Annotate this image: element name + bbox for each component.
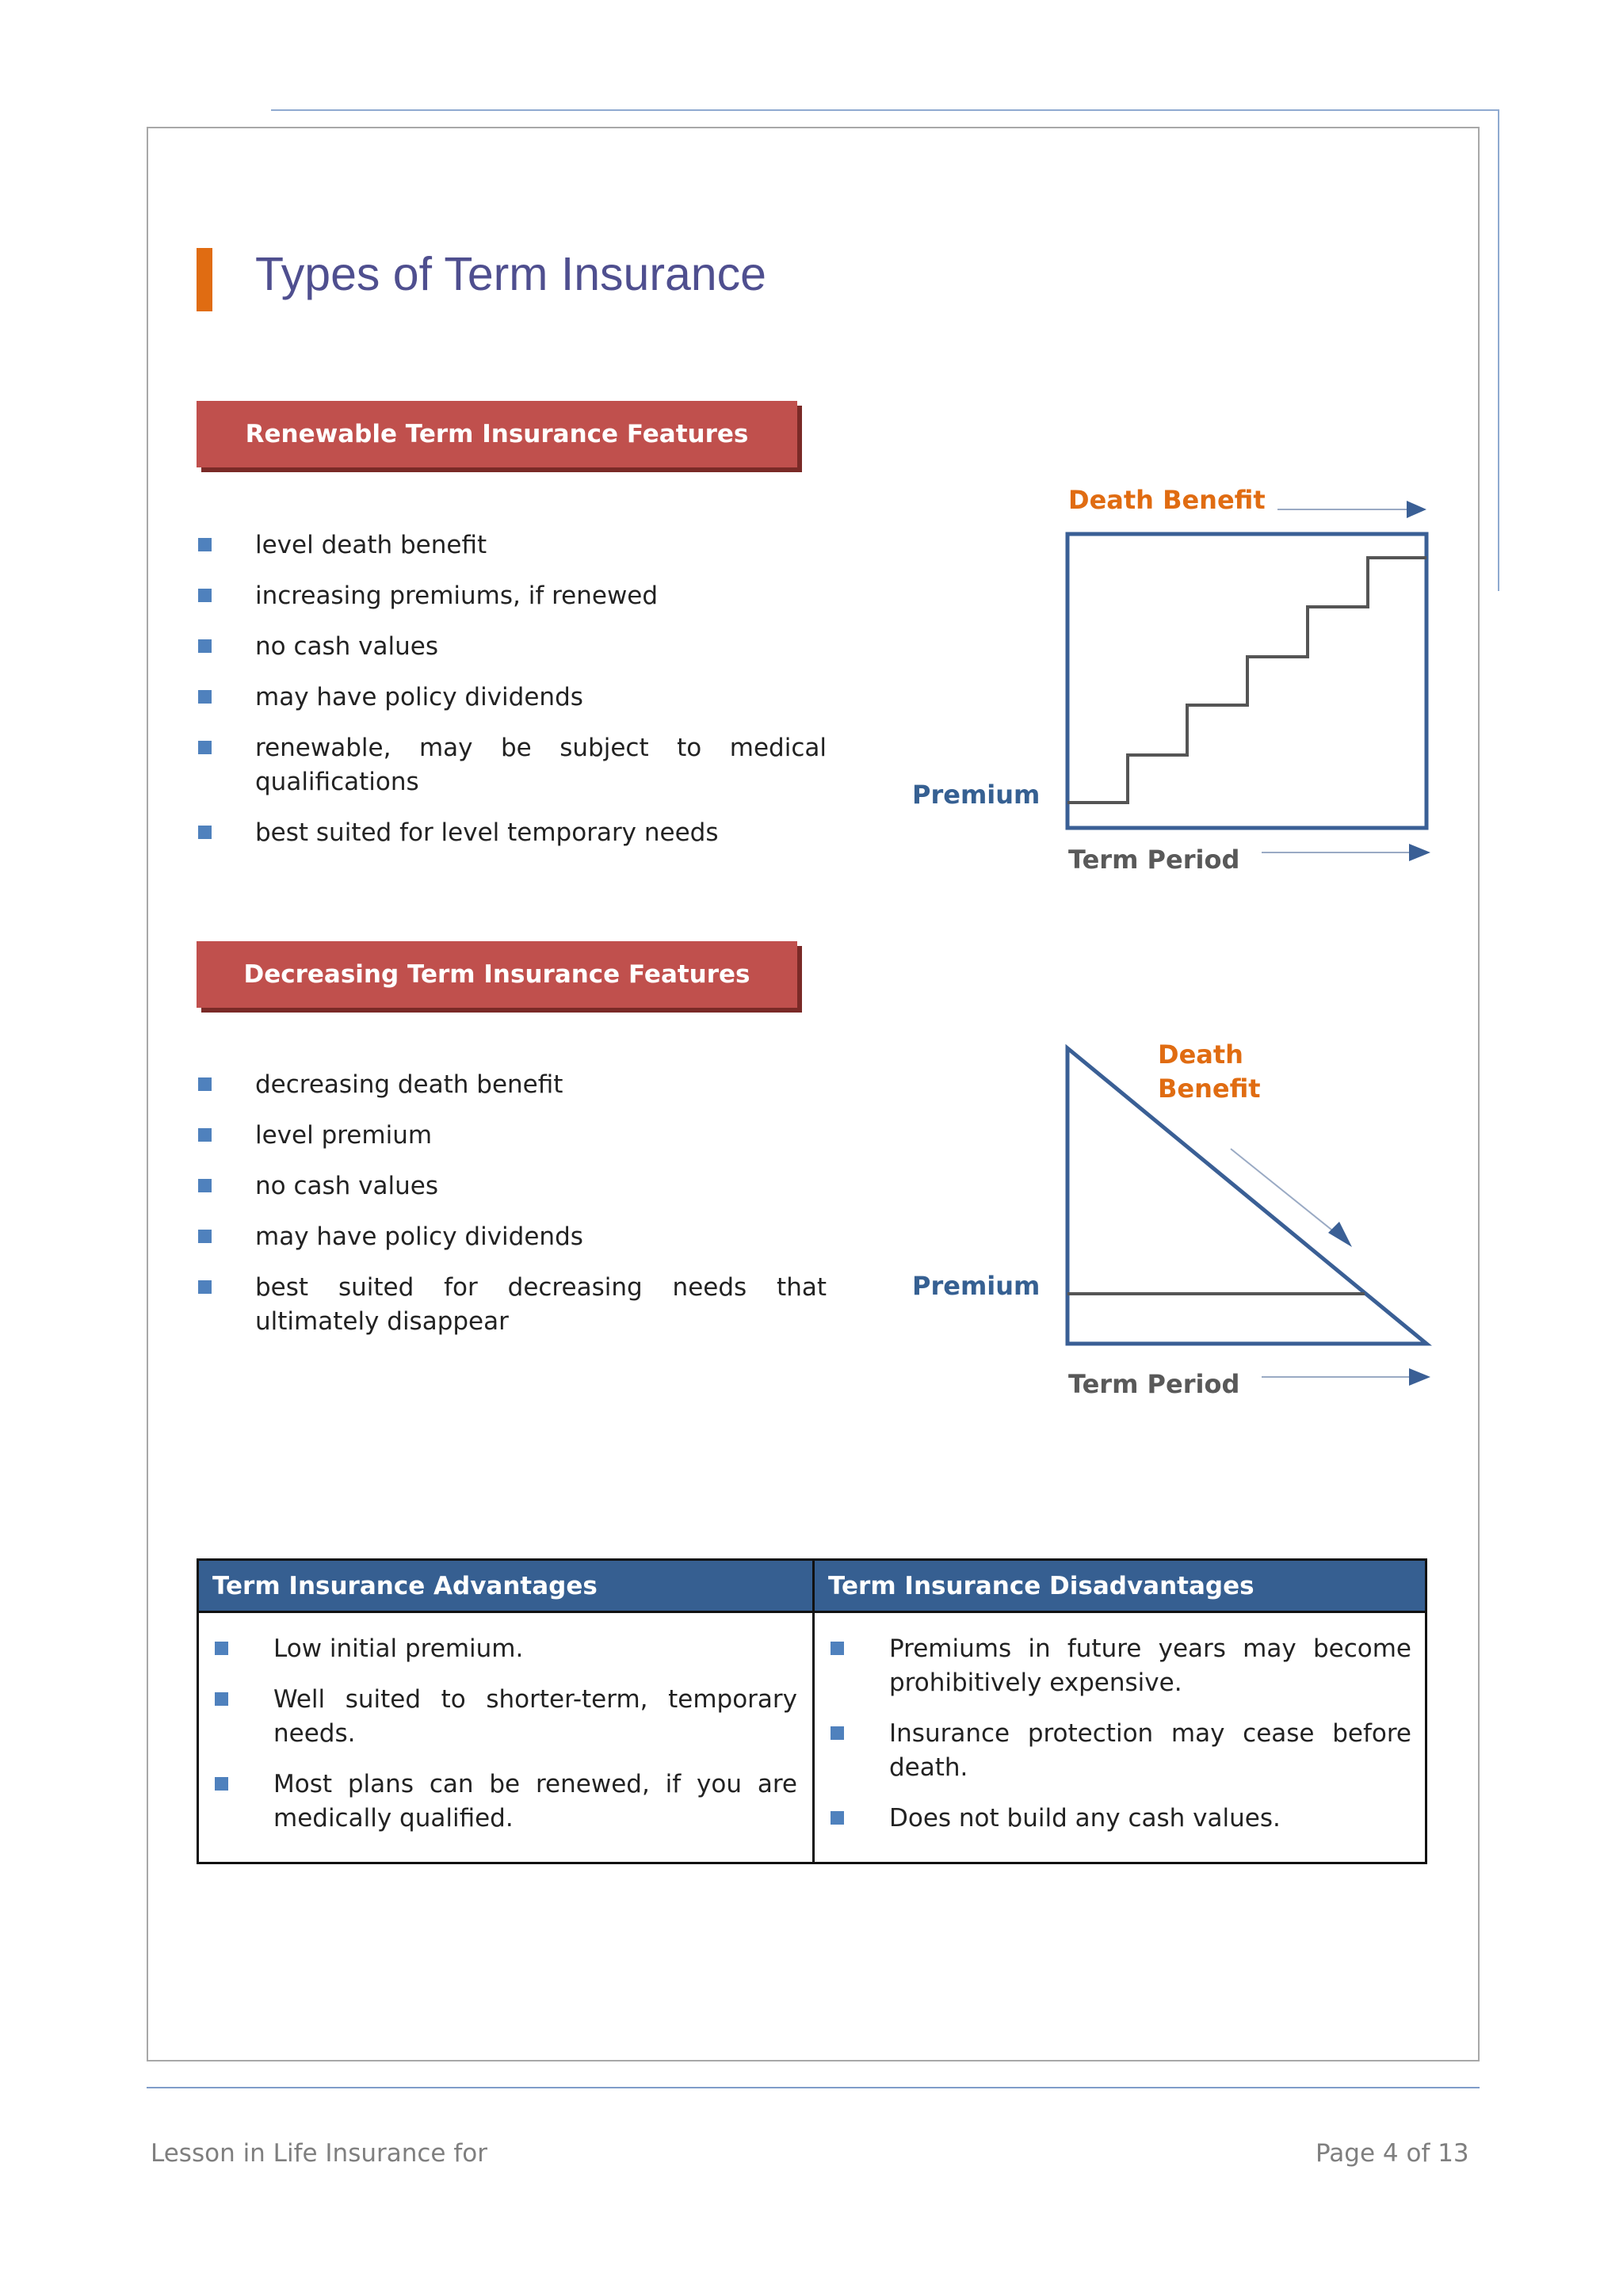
advantages-header: Term Insurance Advantages bbox=[199, 1561, 812, 1611]
list-item: best suited for level temporary needs bbox=[197, 816, 827, 850]
list-item: Insurance protection may cease before death. bbox=[831, 1717, 1411, 1785]
death-benefit-label: Death Benefit bbox=[1068, 485, 1266, 515]
bullet-square-icon bbox=[831, 1811, 844, 1825]
term-period-arrowhead-icon bbox=[1409, 844, 1430, 861]
term-period-arrowhead-icon bbox=[1409, 1368, 1430, 1386]
bullet-square-icon bbox=[198, 589, 212, 602]
renewable-section-heading: Renewable Term Insurance Features bbox=[197, 401, 797, 467]
premium-label: Premium bbox=[912, 780, 1041, 810]
page-title: Types of Term Insurance bbox=[255, 248, 766, 300]
advantages-disadvantages-table bbox=[197, 1558, 1427, 1864]
bullet-square-icon bbox=[215, 1642, 228, 1655]
list-item: Does not build any cash values. bbox=[831, 1802, 1411, 1836]
title-accent-bar bbox=[197, 248, 212, 311]
bullet-square-icon bbox=[198, 741, 212, 754]
list-item: no cash values bbox=[197, 630, 827, 664]
list-item: may have policy dividends bbox=[197, 681, 827, 715]
list-item: decreasing death benefit bbox=[197, 1068, 827, 1102]
term-period-label: Term Period bbox=[1068, 1369, 1240, 1399]
death-label: Death bbox=[1158, 1039, 1243, 1070]
bullet-square-icon bbox=[198, 1230, 212, 1243]
table-column-divider bbox=[812, 1561, 815, 1862]
advantages-list bbox=[215, 1632, 797, 1852]
list-item: level death benefit bbox=[197, 528, 827, 563]
list-item: level premium bbox=[197, 1119, 827, 1153]
bullet-square-icon bbox=[198, 1128, 212, 1142]
list-item: Well suited to shorter-term, temporary needs. bbox=[215, 1683, 797, 1751]
list-item: may have policy dividends bbox=[197, 1220, 827, 1254]
bullet-square-icon bbox=[215, 1692, 228, 1706]
bullet-square-icon bbox=[831, 1726, 844, 1740]
bullet-square-icon bbox=[198, 538, 212, 551]
list-item: Most plans can be renewed, if you are medically qualified. bbox=[215, 1768, 797, 1836]
footer-document-title: Lesson in Life Insurance for bbox=[151, 2139, 487, 2168]
term-period-label: Term Period bbox=[1068, 845, 1240, 875]
renewable-term-diagram bbox=[903, 475, 1458, 887]
footer-rule bbox=[147, 2087, 1480, 2088]
disadvantages-header: Term Insurance Disadvantages bbox=[815, 1561, 1425, 1611]
list-item: Premiums in future years may become prohibitively expensive. bbox=[831, 1632, 1411, 1700]
decreasing-features-list bbox=[197, 1068, 827, 1356]
disadvantages-list bbox=[831, 1632, 1411, 1852]
death-benefit-arrowhead-icon bbox=[1407, 501, 1426, 518]
list-item: renewable, may be subject to medical qualifications bbox=[197, 731, 827, 799]
premium-label: Premium bbox=[912, 1271, 1041, 1301]
bullet-square-icon bbox=[198, 1280, 212, 1294]
bullet-square-icon bbox=[198, 1179, 212, 1192]
list-item: no cash values bbox=[197, 1169, 827, 1203]
page-number: Page 4 of 13 bbox=[1316, 2139, 1469, 2168]
bullet-square-icon bbox=[831, 1642, 844, 1655]
death-benefit-arrow-line bbox=[1231, 1149, 1339, 1236]
bullet-square-icon bbox=[198, 1077, 212, 1091]
bullet-square-icon bbox=[198, 826, 212, 839]
list-item: best suited for decreasing needs that ultimately disappear bbox=[197, 1271, 827, 1339]
frame-decoration-top bbox=[271, 109, 1499, 111]
death-benefit-arrowhead-icon bbox=[1328, 1222, 1352, 1247]
decreasing-section-heading: Decreasing Term Insurance Features bbox=[197, 941, 797, 1008]
benefit-label: Benefit bbox=[1158, 1074, 1261, 1104]
renewable-features-list bbox=[197, 528, 827, 867]
list-item: increasing premiums, if renewed bbox=[197, 579, 827, 613]
bullet-square-icon bbox=[198, 639, 212, 653]
frame-decoration-right bbox=[1498, 109, 1499, 591]
bullet-square-icon bbox=[215, 1777, 228, 1791]
list-item: Low initial premium. bbox=[215, 1632, 797, 1666]
increasing-premium-steps bbox=[1067, 558, 1426, 803]
bullet-square-icon bbox=[198, 690, 212, 704]
